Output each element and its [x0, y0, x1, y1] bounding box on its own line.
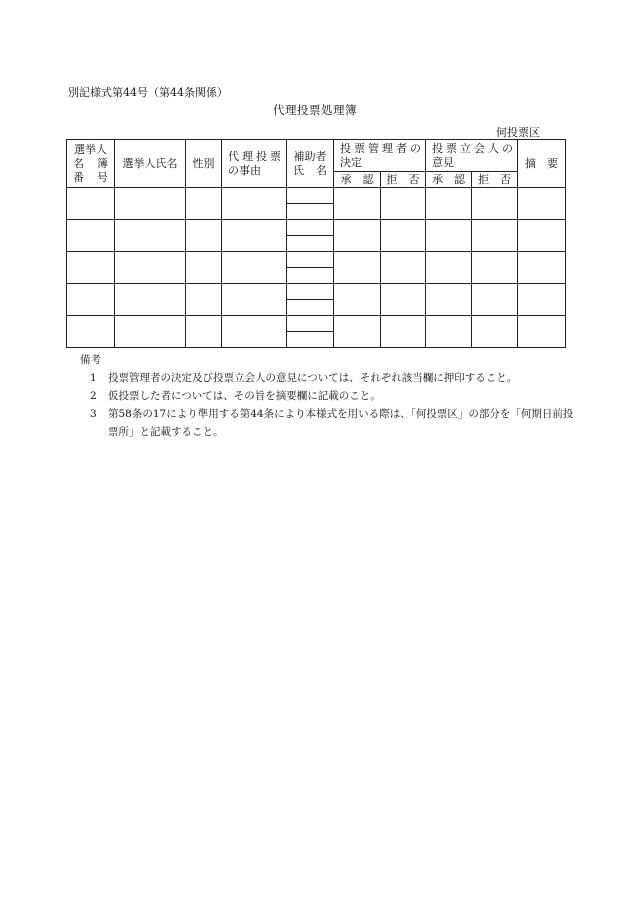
header-witness-approve: 承 認: [426, 172, 472, 188]
proxy-reason-cell[interactable]: [222, 252, 287, 284]
gender-cell[interactable]: [186, 252, 222, 284]
witness-approve-cell[interactable]: [426, 284, 472, 316]
note-number: 1: [90, 372, 97, 384]
document-title: 代理投票処理簿: [273, 103, 357, 117]
roll-number-cell[interactable]: [67, 252, 115, 284]
assistant-name-cell[interactable]: [287, 284, 334, 300]
table-row: [67, 316, 566, 332]
roll-number-cell[interactable]: [67, 220, 115, 252]
voter-name-cell[interactable]: [115, 252, 186, 284]
witness-reject-cell[interactable]: [472, 316, 518, 348]
voter-name-cell[interactable]: [115, 316, 186, 348]
header-voter-name: 選挙人氏名: [115, 140, 186, 188]
witness-reject-cell[interactable]: [472, 252, 518, 284]
table-row: [67, 220, 566, 236]
roll-number-cell[interactable]: [67, 188, 115, 220]
witness-approve-cell[interactable]: [426, 220, 472, 252]
header-manager-approve: 承 認: [334, 172, 381, 188]
note-number: 3: [90, 408, 97, 420]
assistant-name-cell[interactable]: [287, 300, 334, 316]
assistant-name-cell[interactable]: [287, 204, 334, 220]
witness-reject-cell[interactable]: [472, 188, 518, 220]
table-row: [67, 284, 566, 300]
witness-reject-cell[interactable]: [472, 284, 518, 316]
manager-approve-cell[interactable]: [334, 220, 381, 252]
table-row: [67, 188, 566, 204]
note-text: 投票管理者の決定及び投票立会人の意見については、それぞれ該当欄に押印すること。: [108, 372, 518, 384]
header-roll-number: 選挙人 名 簿 番 号: [67, 140, 115, 188]
proxy-voting-register-table: [66, 139, 566, 348]
witness-approve-cell[interactable]: [426, 188, 472, 220]
header-remarks: 摘 要: [518, 140, 566, 188]
gender-cell[interactable]: [186, 284, 222, 316]
remarks-cell[interactable]: [518, 284, 566, 316]
manager-reject-cell[interactable]: [381, 188, 426, 220]
remarks-cell[interactable]: [518, 316, 566, 348]
manager-reject-cell[interactable]: [381, 252, 426, 284]
header-witness-opinion: 投票立会人の 意見: [426, 140, 518, 172]
roll-number-cell[interactable]: [67, 316, 115, 348]
assistant-name-cell[interactable]: [287, 316, 334, 332]
header-witness-reject: 拒 否: [472, 172, 518, 188]
proxy-reason-cell[interactable]: [222, 316, 287, 348]
notes-section: [80, 351, 580, 441]
manager-reject-cell[interactable]: [381, 316, 426, 348]
header-manager-decision: 投票管理者の 決定: [334, 140, 426, 172]
voter-name-cell[interactable]: [115, 188, 186, 220]
assistant-name-cell[interactable]: [287, 236, 334, 252]
polling-district-label: 何投票区: [496, 126, 540, 139]
witness-approve-cell[interactable]: [426, 252, 472, 284]
table-row: [67, 252, 566, 268]
note-text: 仮投票した者については、その旨を摘要欄に記載のこと。: [108, 390, 381, 402]
gender-cell[interactable]: [186, 316, 222, 348]
assistant-name-cell[interactable]: [287, 332, 334, 348]
manager-reject-cell[interactable]: [381, 284, 426, 316]
assistant-name-cell[interactable]: [287, 220, 334, 236]
note-item: [80, 387, 580, 405]
witness-reject-cell[interactable]: [472, 220, 518, 252]
gender-cell[interactable]: [186, 220, 222, 252]
form-number: 別記様式第44号（第44条関係）: [68, 86, 228, 99]
voter-name-cell[interactable]: [115, 220, 186, 252]
assistant-name-cell[interactable]: [287, 268, 334, 284]
manager-approve-cell[interactable]: [334, 252, 381, 284]
proxy-reason-cell[interactable]: [222, 220, 287, 252]
header-assistant-name: 補助者 氏 名: [287, 140, 334, 188]
manager-approve-cell[interactable]: [334, 316, 381, 348]
witness-approve-cell[interactable]: [426, 316, 472, 348]
voter-name-cell[interactable]: [115, 284, 186, 316]
note-number: 2: [90, 390, 97, 402]
remarks-cell[interactable]: [518, 220, 566, 252]
proxy-reason-cell[interactable]: [222, 188, 287, 220]
assistant-name-cell[interactable]: [287, 188, 334, 204]
roll-number-cell[interactable]: [67, 284, 115, 316]
manager-reject-cell[interactable]: [381, 220, 426, 252]
remarks-cell[interactable]: [518, 252, 566, 284]
remarks-cell[interactable]: [518, 188, 566, 220]
header-manager-reject: 拒 否: [381, 172, 426, 188]
assistant-name-cell[interactable]: [287, 252, 334, 268]
manager-approve-cell[interactable]: [334, 284, 381, 316]
note-item: [80, 369, 580, 387]
note-item: [80, 405, 580, 441]
header-gender: 性別: [186, 140, 222, 188]
manager-approve-cell[interactable]: [334, 188, 381, 220]
notes-heading: 備考: [80, 354, 101, 366]
gender-cell[interactable]: [186, 188, 222, 220]
note-text: 第58条の17により準用する第44条により本様式を用いる際は、「何投票区」の部分を「何期日前投票所」と記載すること。: [108, 408, 574, 438]
header-proxy-reason: 代理投票 の事由: [222, 140, 287, 188]
proxy-reason-cell[interactable]: [222, 284, 287, 316]
